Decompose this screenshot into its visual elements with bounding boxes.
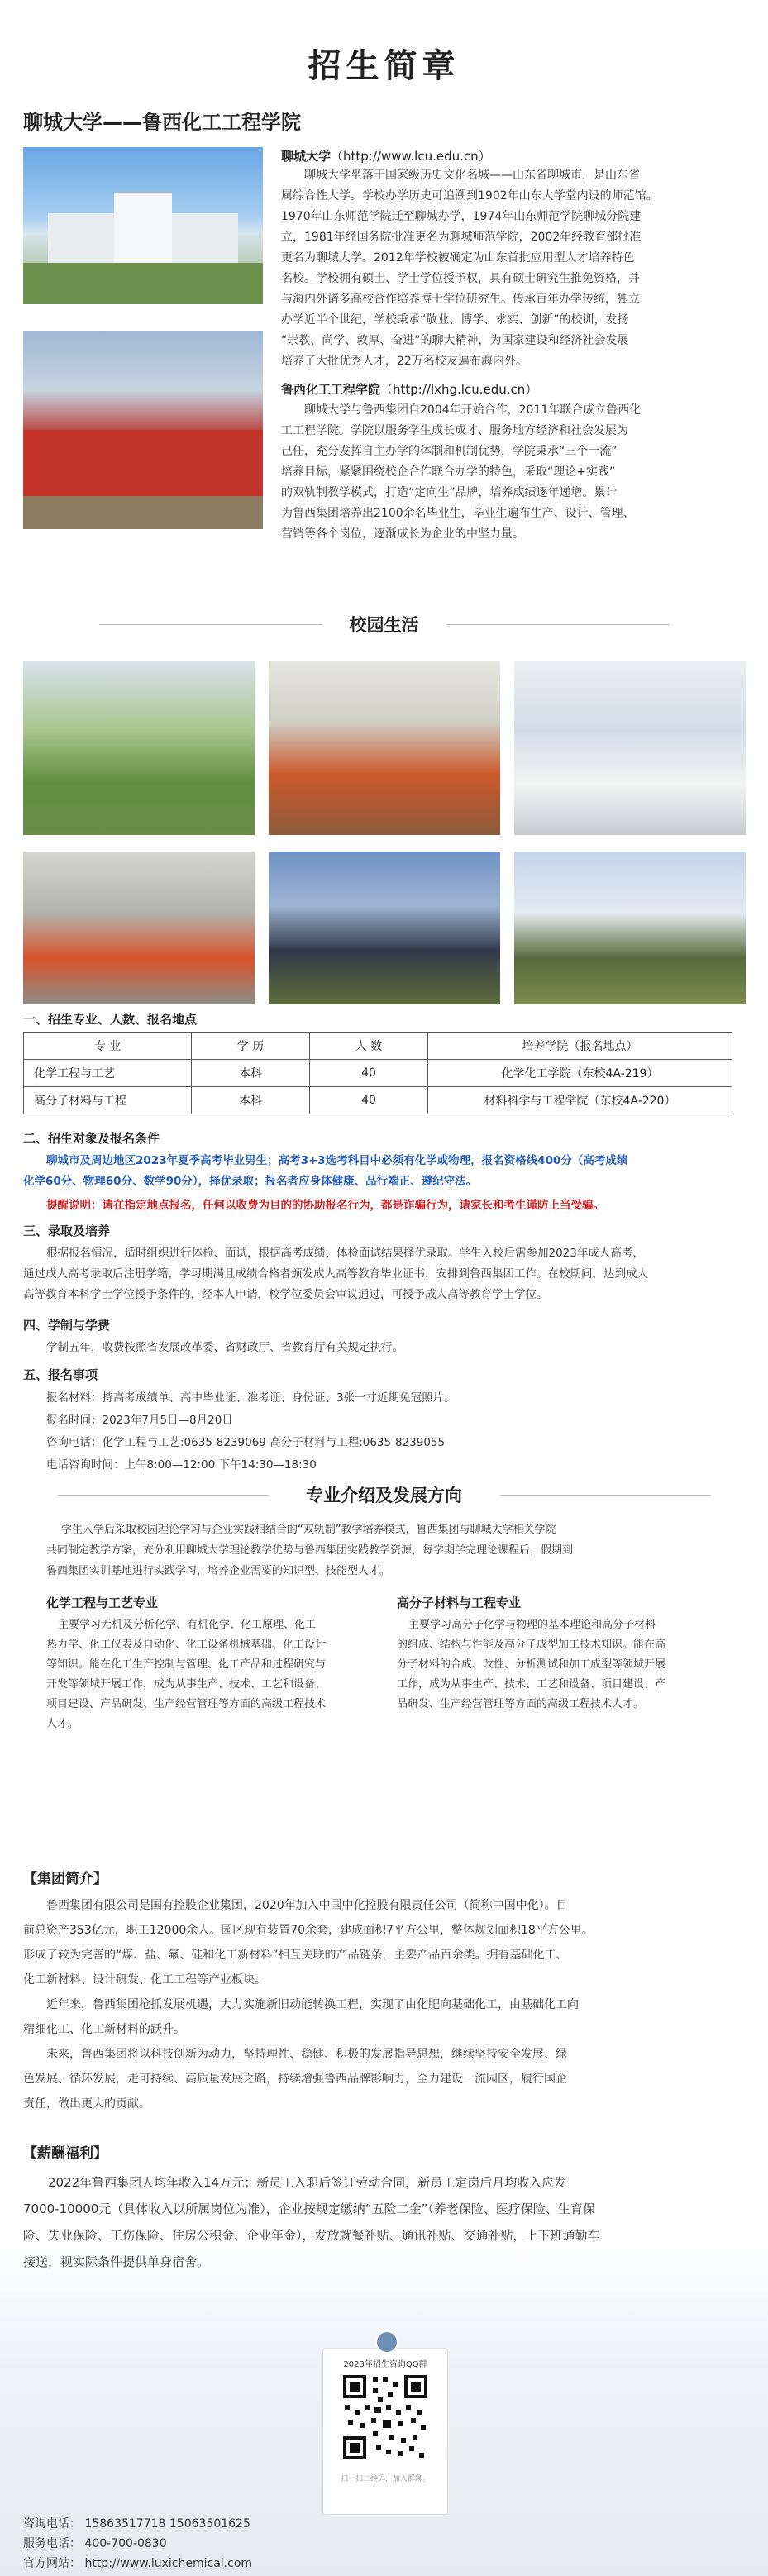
group-line: 前总资产353亿元，职工12000余人。园区现有装置70余套，建成面积7平方公里，整体规划面积18平方公里。 [23, 1924, 594, 1937]
page-title: 招生简章 [308, 47, 460, 85]
college-line: 营销等各个岗位，逐渐成长为企业的中坚力量。 [281, 527, 524, 541]
page-subtitle: 聊城大学——鲁西化工工程学院 [23, 111, 301, 134]
univ-line: 名校。学校拥有硕士、学士学位授予权，具有硕士研究生推免资格，并 [281, 272, 640, 285]
table-cell: 化学工程与工艺 [24, 1060, 192, 1087]
university-intro [281, 165, 744, 372]
group-line: 精细化工、化工新材料的跃升。 [23, 2023, 185, 2036]
univ-line: 1970年山东师范学院迁至聊城办学，1974年山东师范学院聊城分院建 [281, 210, 642, 223]
campus-building-photo [23, 147, 263, 304]
university-url[interactable]: （http://www.lcu.edu.cn） [331, 149, 491, 164]
section4-body: 学制五年，收费按照省发展改革委、省财政厅、省教育厅有关规定执行。 [46, 1341, 403, 1354]
section3-body [23, 1243, 751, 1305]
major-intro-line: 鲁西集团实训基地进行实践学习，培养企业需要的知识型、技能型人才。 [46, 1565, 391, 1577]
group-intro-title: 【集团简介】 [23, 1871, 107, 1887]
group-line: 色发展、循环发展，走可持续、高质量发展之路，持续增强鲁西品牌影响力，全力建设一流园区，履行国企 [23, 2073, 567, 2086]
chem-major-body [46, 1615, 377, 1734]
table-cell: 40 [310, 1060, 428, 1087]
college-url[interactable]: （http://lxhg.lcu.edu.cn） [380, 382, 538, 397]
chem-major-title: 化学工程与工艺专业 [46, 1596, 159, 1610]
university-name: 聊城大学 [281, 149, 332, 164]
campus-photo-lab [514, 661, 746, 835]
poly-line: 品研发、生产经营管理等方面的高级工程技术人才。 [397, 1698, 645, 1710]
table-header-row [24, 1033, 732, 1060]
group-line: 未来，鲁西集团将以科技创新为动力，坚持理性、稳健、积极的发展指导思想，继续坚持安全发展、绿 [46, 2048, 567, 2061]
salary-line: 2022年鲁西集团人均年收入14万元；新员工入职后签订劳动合同，新员工定岗后月均收入应发 [48, 2175, 567, 2190]
admission-line: 高等教育本科学士学位授予条件的，经本人申请，校学位委员会审议通过，可授予成人高等教育学士学位。 [23, 1288, 548, 1301]
college-line: 为鲁西集团培养出2100余名毕业生，毕业生遍布生产、设计、管理、 [281, 507, 635, 520]
poly-major-body [397, 1615, 744, 1715]
section1-title: 一、招生专业、人数、报名地点 [23, 1012, 198, 1027]
table-header: 人 数 [310, 1033, 428, 1060]
college-heading [281, 380, 537, 398]
chem-line: 等知识。能在化工生产控制与管理、化工产品和过程研究与 [46, 1658, 327, 1671]
univ-line: 与海内外诸多高校合作培养博士学位研究生。传承百年办学传统，独立 [281, 293, 640, 306]
table-row [24, 1087, 732, 1114]
campus-divider-right [446, 624, 670, 625]
admission-line: 通过成人高考录取后注册学籍，学习期满且成绩合格者颁发成人高等教育毕业证书，安排到鲁西集团工作。在校期间，达到成人 [23, 1267, 648, 1281]
college-line: 培养目标，紧紧围绕校企合作联合办学的特色，采取“理论+实践” [281, 465, 616, 479]
college-name: 鲁西化工工程学院 [281, 382, 381, 397]
section2-title: 二、招生对象及报名条件 [23, 1131, 160, 1146]
enrollment-table [23, 1032, 732, 1114]
qq-group-avatar [375, 2330, 398, 2354]
eligibility-line: 化学60分、物理60分、数学90分），择优录取；报名者应身体健康、品行端正、遵纪守法。 [23, 1175, 478, 1188]
univ-line: “崇教、尚学、敦厚、奋进”的聊大精神，为国家建设和经济社会发展 [281, 334, 629, 347]
college-line: 的双轨制教学模式，打造“定向生”品牌，培养成绩逐年递增。累计 [281, 486, 618, 499]
university-heading [281, 147, 491, 165]
salary-line: 7000-10000元（具体收入以所属岗位为准），企业按规定缴纳“五险二金”（养老保险、医疗保险、生育保 [23, 2202, 595, 2216]
campus-life-title: 校园生活 [349, 615, 419, 635]
univ-line: 属综合性大学。学校办学历史可追溯到1902年山东大学堂内设的师范馆。 [281, 189, 658, 203]
table-cell: 本科 [192, 1087, 310, 1114]
univ-line: 立，1981年经国务院批准更名为聊城师范学院，2002年经教育部批准 [281, 231, 642, 244]
section2-body [23, 1151, 751, 1216]
chem-line: 项目建设、产品研发、生产经营管理等方面的高级工程技术 [46, 1698, 327, 1710]
section5-body [46, 1387, 749, 1476]
table-cell: 本科 [192, 1060, 310, 1087]
fraud-warning: 提醒说明：请在指定地点报名，任何以收费为目的的协助报名行为，都是诈骗行为，请家长和考生谨防上当受骗。 [46, 1199, 604, 1212]
table-header: 学 历 [192, 1033, 310, 1060]
group-line: 鲁西集团有限公司是国有控股企业集团，2020年加入中国中化控股有限责任公司（简称中国中化）。目 [46, 1899, 568, 1912]
univ-line: 更名为聊城大学。2012年学校被确定为山东首批应用型人才培养特色 [281, 251, 635, 265]
chem-line: 开发等领域开展工作，成为从事生产、技术、工艺和设备、 [46, 1678, 327, 1691]
univ-line: 培养了大批优秀人才，22万名校友遍布海内外。 [281, 355, 527, 368]
campus-photo-lawn [23, 661, 255, 835]
section5-title: 五、报名事项 [23, 1367, 98, 1382]
chem-line: 主要学习无机及分析化学、有机化学、化工原理、化工 [58, 1619, 317, 1631]
table-header: 培养学院（报名地点） [428, 1033, 732, 1060]
college-line: 工工程学院。学院以服务学生成长成才、服务地方经济和社会发展为 [281, 424, 628, 437]
table-cell: 40 [310, 1087, 428, 1114]
group-line: 近年来，鲁西集团抢抓发展机遇，大力实施新旧动能转换工程，实现了由化肥向基础化工，由基础化工向 [46, 1998, 579, 2011]
registration-line: 报名材料：持高考成绩单、高中毕业证、准考证、身份证、3张一寸近期免冠照片。 [46, 1391, 456, 1405]
contact-service[interactable]: 服务电话： 400-700-0830 [23, 2537, 167, 2550]
qr-footnote: 扫一扫二维码，加入群聊。 [340, 2475, 430, 2483]
section3-title: 三、录取及培养 [23, 1224, 111, 1238]
college-line: 聊城大学与鲁西集团自2004年开始合作，2011年联合成立鲁西化 [304, 403, 642, 417]
univ-line: 办学近半个世纪，学校秉承“敬业、博学、求实、创新”的校训，发扬 [281, 313, 629, 327]
table-row [24, 1060, 732, 1087]
section4-title: 四、学制与学费 [23, 1318, 111, 1333]
poly-major-title: 高分子材料与工程专业 [397, 1596, 522, 1610]
campus-photo-group [269, 852, 500, 1004]
group-line: 形成了较为完善的“煤、盐、氟、硅和化工新材料”相互关联的产品链条，主要产品百余类。拥有基础化工、 [23, 1949, 568, 1962]
salary-line: 险、失业保险、工伤保险、住房公积金、企业年金），发放就餐补贴、通讯补贴、交通补贴，上下班通勤车 [23, 2228, 600, 2243]
contact-website[interactable]: 官方网站： http://www.luxichemical.com [23, 2557, 253, 2570]
major-divider-right [500, 1495, 711, 1496]
college-line: 己任，充分发挥自主办学的体制和机制优势，学院秉承“三个一流” [281, 445, 618, 458]
students-illustration [23, 331, 263, 529]
college-intro [281, 400, 744, 545]
poly-line: 的组成、结构与性能及高分子成型加工技术知识。能在高 [397, 1639, 666, 1651]
group-intro-body [23, 1893, 751, 2116]
registration-line: 电话咨询时间：上午8:00—12:00 下午14:30—18:30 [46, 1458, 317, 1472]
major-intro [46, 1519, 757, 1581]
building-illustration [23, 147, 263, 304]
major-intro-line: 学生入学后采取校园理论学习与企业实践相结合的“双轨制”教学培养模式，鲁西集团与聊城大学相关学院 [61, 1524, 556, 1536]
univ-line: 聊城大学坐落于国家级历史文化名城——山东省聊城市，是山东省 [304, 169, 640, 182]
chem-line: 热力学、化工仪表及自动化、化工设备机械基础、化工设计 [46, 1639, 327, 1651]
admission-line: 根据报名情况，适时组织进行体检、面试，根据高考成绩、体检面试结果择优录取。学生入校后需参加2023年成人高考， [46, 1247, 644, 1260]
poly-line: 分子材料的合成、改性、分析测试和加工成型等领域开展 [397, 1658, 666, 1671]
major-intro-line: 共同制定教学方案，充分利用聊城大学理论教学优势与鲁西集团实践教学资源，每学期学完理论课程后，假期到 [46, 1544, 574, 1557]
group-line: 化工新材料、设计研发、化工工程等产业板块。 [23, 1973, 266, 1987]
table-cell: 材料科学与工程学院（东校4A-220） [428, 1087, 732, 1114]
chem-line: 人才。 [46, 1718, 79, 1730]
registration-line: 报名时间：2023年7月5日—8月20日 [46, 1414, 233, 1427]
students-group-photo [23, 331, 263, 529]
campus-photo-training [514, 852, 746, 1004]
eligibility-line: 聊城市及周边地区2023年夏季高考毕业男生；高考3+3选考科目中必须有化学或物理，报名资格线400分（高考成绩 [46, 1154, 628, 1167]
contact-phone[interactable]: 咨询电话： 15863517718 15063501625 [23, 2517, 250, 2531]
campus-photo-workshop [23, 852, 255, 1004]
qr-code-icon[interactable] [340, 2372, 431, 2463]
table-header: 专 业 [24, 1033, 192, 1060]
qq-group-qr-card[interactable] [322, 2348, 448, 2515]
table-cell: 高分子材料与工程 [24, 1087, 192, 1114]
registration-line[interactable]: 咨询电话：化学工程与工艺:0635-8239069 高分子材料与工程:0635-8239055 [46, 1436, 446, 1449]
salary-line: 接送，视实际条件提供单身宿舍。 [23, 2254, 210, 2269]
qr-label: 2023年招生咨询QQ群 [343, 2360, 427, 2369]
major-title: 专业介绍及发展方向 [306, 1486, 462, 1505]
campus-photo-classroom [269, 661, 500, 835]
salary-title: 【薪酬福利】 [23, 2145, 107, 2162]
group-line: 责任，做出更大的贡献。 [23, 2097, 150, 2111]
salary-body [23, 2169, 751, 2275]
table-cell: 化学化工学院（东校4A-219） [428, 1060, 732, 1087]
poly-line: 工作，成为从事生产、技术、工艺和设备、项目建设、产 [397, 1678, 666, 1691]
poly-line: 主要学习高分子化学与物理的基本理论和高分子材料 [408, 1619, 656, 1631]
